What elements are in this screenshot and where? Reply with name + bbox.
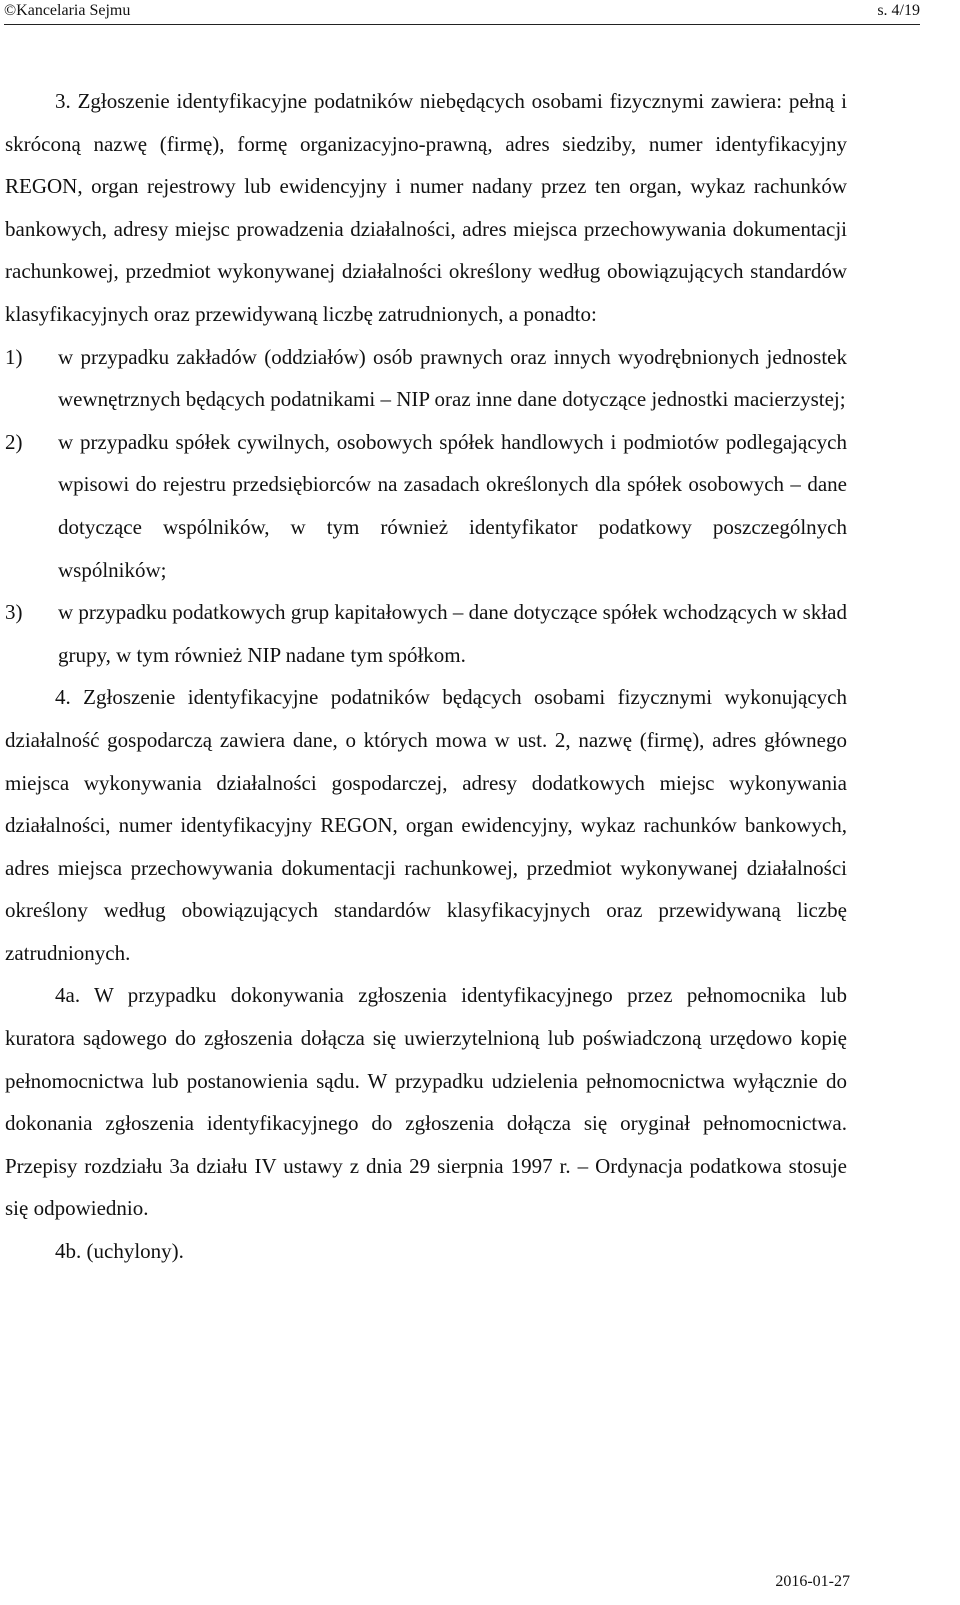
copyright-label: ©Kancelaria Sejmu — [4, 2, 131, 19]
list-item-text: w przypadku zakładów (oddziałów) osób prawnych oraz innych wyodrębnionych jednostek wewnętrznych będących podatnikami – NIP oraz inne dane dotyczące jednostki macierzystej; — [58, 344, 847, 412]
list-item-number: 2) — [5, 429, 23, 454]
list-item — [5, 591, 847, 676]
list-item-number: 3) — [5, 600, 23, 625]
paragraph-4: 4. Zgłoszenie identyfikacyjne podatników będących osobami fizycznymi wykonujących działalność gospodarczą zawiera dane, o których mowa w ust. 2, nazwę (firmę), adres głównego miejsca wykonywania działalności gospodarczej, adresy dodatkowych miejsc wykonywania działalności, numer identyfikacyjny REGON, organ ewidencyjny, wykaz rachunków bankowych, adres miejsca przechowywania dokumentacji rachunkowej, przedmiot wykonywanej działalności określony według obowiązujących standardów klasyfikacyjnych oraz przewidywaną liczbę zatrudnionych. — [5, 685, 847, 965]
paragraph-4b: 4b. (uchylony). — [55, 1239, 184, 1264]
paragraph-4a: 4a. W przypadku dokonywania zgłoszenia identyfikacyjnego przez pełnomocnika lub kuratora sądowego do zgłoszenia dołącza się uwierzytelnioną lub poświadczoną urzędowo kopię pełnomocnictwa lub postanowienia sądu. W przypadku udzielenia pełnomocnictwa wyłącznie do dokonania zgłoszenia identyfikacyjnego do zgłoszenia dołącza się oryginał pełnomocnictwa. Przepisy rozdziału 3a działu IV ustawy z dnia 29 sierpnia 1997 r. – Ordynacja podatkowa stosuje się odpowiednio. — [5, 983, 847, 1221]
list-item-text: w przypadku spółek cywilnych, osobowych spółek handlowych i podmiotów podlegających wpisowi do rejestru przedsiębiorców na zasadach określonych dla spółek osobowych – dane dotyczące wspólników, w tym również identyfikator podatkowy poszczególnych wspólników; — [58, 429, 847, 582]
list-item-number: 1) — [5, 344, 23, 369]
paragraph-3: 3. Zgłoszenie identyfikacyjne podatników niebędących osobami fizycznymi zawiera: pełną i skróconą nazwę (firmę), formę organizacyjno-prawną, adres siedziby, numer identyfikacyjny REGON, organ rejestrowy lub ewidencyjny i numer nadany przez ten organ, wykaz rachunków bankowych, adresy miejsc prowadzenia działalności, adres miejsca przechowywania dokumentacji rachunkowej, przedmiot wykonywanej działalności określony według obowiązujących standardów klasyfikacyjnych oraz przewidywaną liczbę zatrudnionych, a ponadto: — [5, 89, 847, 326]
page-number: s. 4/19 — [877, 2, 920, 19]
document-body — [5, 80, 847, 1273]
list-item-text: w przypadku podatkowych grup kapitałowych – dane dotyczące spółek wchodzących w skład grupy, w tym również NIP nadane tym spółkom. — [58, 600, 847, 667]
footer-date: 2016-01-27 — [775, 1573, 850, 1590]
list-item — [5, 421, 847, 591]
page-header — [4, 0, 920, 25]
list-item — [5, 336, 847, 421]
